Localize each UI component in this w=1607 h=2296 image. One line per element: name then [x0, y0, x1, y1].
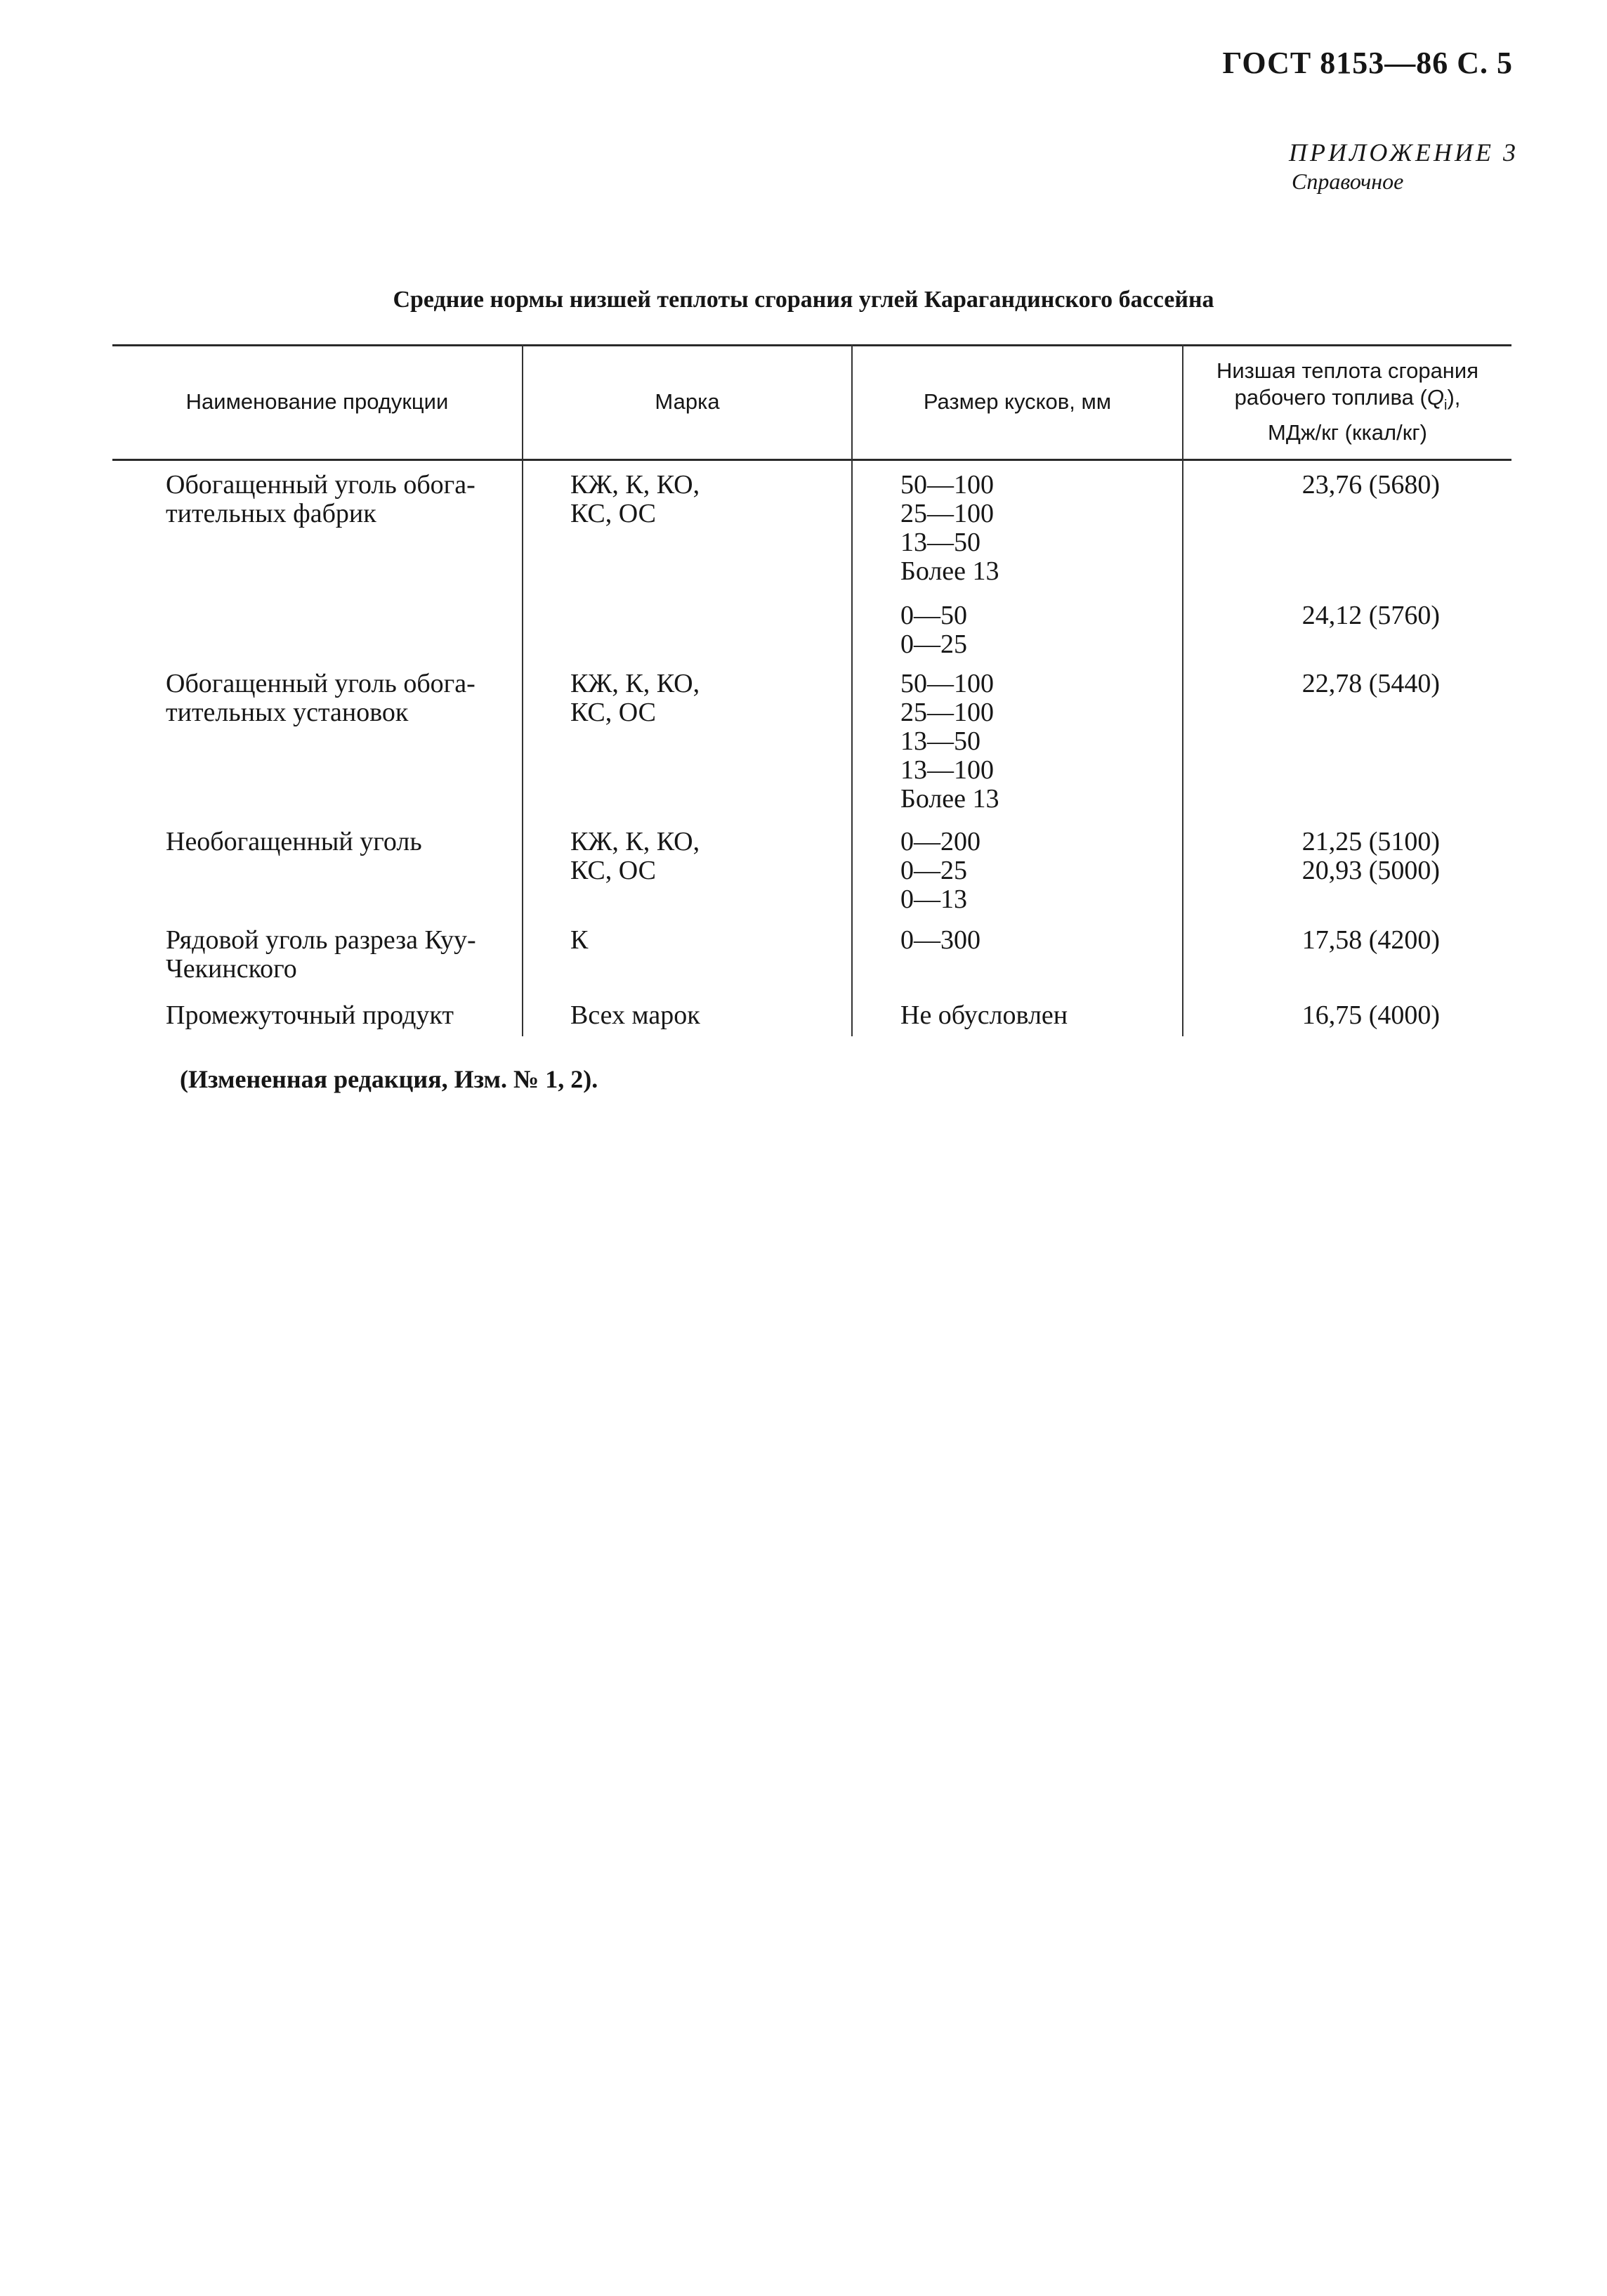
row6-grade: Всех марок	[570, 1000, 700, 1030]
row4-product: Необогащенный уголь	[166, 827, 422, 856]
heat-symbol: Q	[1426, 385, 1444, 410]
table-title-text: Средние нормы низшей теплоты сгорания углей Карагандинского бассейна	[393, 287, 1214, 313]
row4-heat: 21,25 (5100) 20,93 (5000)	[1301, 827, 1440, 885]
table-top-rule	[112, 344, 1511, 346]
row3-heat: 22,78 (5440)	[1301, 669, 1440, 698]
row6-product: Промежуточный продукт	[166, 1000, 454, 1030]
row6-heat: 16,75 (4000)	[1301, 1000, 1440, 1030]
row2-size: 0—50 0—25	[900, 601, 967, 659]
header-heat-line2	[1216, 384, 1478, 419]
row4-size: 0—200 0—25 0—13	[900, 827, 980, 914]
header-heat-post: ),	[1447, 385, 1461, 410]
header-size: Размер кусков, мм	[923, 389, 1112, 414]
heat-subscript: i	[1443, 398, 1448, 414]
table-header-rule	[112, 459, 1511, 461]
header-heat-line3: МДж/кг (ккал/кг)	[1268, 419, 1427, 445]
row2-heat: 24,12 (5760)	[1301, 601, 1440, 630]
row4-grade: КЖ, К, КО, КС, ОС	[570, 827, 700, 885]
row5-grade: К	[570, 925, 589, 955]
appendix-title: ПРИЛОЖЕНИЕ 3	[1289, 138, 1519, 167]
header-heat-line1: Низшая теплота сгорания	[1216, 358, 1479, 384]
row3-size: 50—100 25—100 13—50 13—100 Более 13	[900, 669, 999, 814]
row3-grade: КЖ, К, КО, КС, ОС	[570, 669, 700, 727]
row1-product: Обогащенный уголь обога- тительных фабрик	[166, 470, 475, 528]
document-code: ГОСТ 8153—86 С. 5	[1222, 46, 1513, 80]
row6-size: Не обусловлен	[900, 1000, 1068, 1030]
row5-size: 0—300	[900, 925, 980, 955]
row1-heat: 23,76 (5680)	[1301, 470, 1440, 500]
header-heat-text	[1216, 358, 1478, 445]
header-heat	[1183, 347, 1511, 457]
row1-size: 50—100 25—100 13—50 Более 13	[900, 470, 999, 586]
row1-grade: КЖ, К, КО, КС, ОС	[570, 470, 700, 528]
amendment-note: (Измененная редакция, Изм. № 1, 2).	[180, 1065, 598, 1093]
row5-product: Рядовой уголь разреза Куу- Чекинского	[166, 925, 476, 984]
header-grade: Марка	[655, 389, 720, 414]
appendix-subtitle: Справочное	[1292, 169, 1404, 194]
table-title	[0, 287, 1607, 313]
header-heat-pre: рабочего топлива (	[1234, 385, 1427, 410]
appendix-label	[1289, 138, 1519, 195]
row5-heat: 17,58 (4200)	[1301, 925, 1440, 955]
header-product: Наименование продукции	[185, 389, 449, 414]
row3-product: Обогащенный уголь обога- тительных установок	[166, 669, 475, 727]
